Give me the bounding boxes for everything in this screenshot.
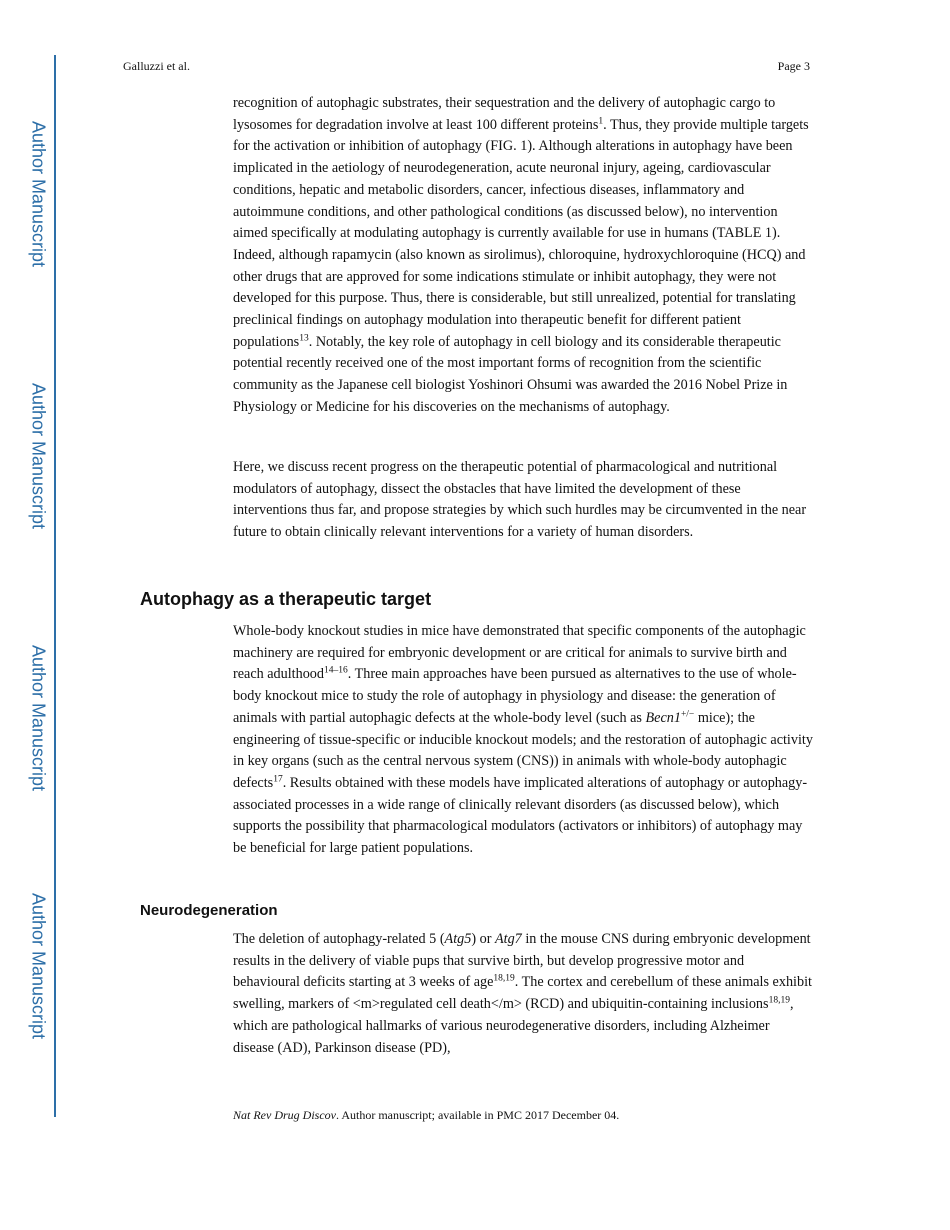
citation: 18,19 bbox=[768, 995, 790, 1006]
body-paragraph: The deletion of autophagy-related 5 (Atg5) or Atg7 in the mouse CNS during embryonic development results in the delivery of viable pups that survive birth, but develop progressive motor and behavioural deficits starting at 3 weeks of age$^{18,19}$. The cortex and cerebellum of these animals exhibit swelling, markers of <m>regulated cell death</m> (RCD) and ubiquitin-containing inclusions$^{18,19}$, which are pathological hallmarks of various neurodegenerative disorders, including Alzheimer disease (AD), Parkinson disease (PD), bbox=[233, 931, 812, 1056]
citation: 17 bbox=[273, 774, 283, 785]
gene-name: Becn1 bbox=[645, 709, 681, 726]
body-paragraph: recognition of autophagic substrates, their sequestration and the delivery of autophagic cargo to lysosomes for degradation involve at least 100 different proteins$^1$. Thus, they provide multiple targets for the activation or inhibition of autophagy (FIG. 1). Although alterations in autophagy have been implicated in the aetiology of neurodegeneration, acute neuronal injury, ageing, cardiovascular conditions, hepatic and metabolic disorders, cancer, infectious diseases, inflammatory and autoimmune conditions, and other pathological conditions (as discussed below), no intervention aimed specifically at modulating autophagy is currently available for use in humans (TABLE 1). Indeed, although rapamycin (also known as sirolimus), chloroquine, hydroxychloroquine (HCQ) and other drugs that are approved for some indications stimulate or inhibit autophagy, they were not developed for this purpose. Thus, there is considerable, but still unrealized, potential for translating preclinical findings on autophagy modulation into therapeutic benefit for different patient populations$^{13}$. Notably, the key role of autophagy in cell biology and its considerable therapeutic potential recently received one of the most important forms of recognition from the scientific community as the Japanese cell biologist Yoshinori Ohsumi was awarded the 2016 Nobel Prize in Physiology or Medicine for his discoveries on the mechanisms of autophagy. bbox=[233, 95, 809, 415]
author-manuscript-text: Author Manuscript bbox=[28, 382, 49, 530]
sidebar-rule bbox=[54, 55, 56, 1117]
journal-name: Nat Rev Drug Discov bbox=[233, 1108, 336, 1122]
footer-citation: Nat Rev Drug Discov. Author manuscript; available in PMC 2017 December 04. bbox=[233, 1108, 620, 1122]
citation: 13 bbox=[299, 333, 309, 343]
citation: 14–16 bbox=[324, 665, 348, 676]
gene-name: Atg7 bbox=[494, 931, 522, 947]
author-manuscript-text: Author Manuscript bbox=[28, 644, 49, 792]
genotype-superscript: +/− bbox=[680, 709, 695, 720]
running-head-authors: Galluzzi et al. bbox=[123, 59, 190, 73]
citation: 18,19 bbox=[493, 973, 515, 984]
subsection-heading: Neurodegeneration bbox=[140, 902, 278, 919]
author-manuscript-text: Author Manuscript bbox=[28, 120, 49, 268]
gene-name: Atg5 bbox=[444, 931, 472, 947]
section-heading: Autophagy as a therapeutic target bbox=[140, 589, 432, 609]
citation: 1 bbox=[598, 115, 604, 126]
page-number: Page 3 bbox=[777, 59, 810, 73]
body-paragraph: Whole-body knockout studies in mice have demonstrated that specific components of the autophagic machinery are required for embryonic development or are critical for animals to survive birth and reach adulthood$^{14-16}$. Three main approaches have been pursued as alternatives to the use of whole-body knockout mice to study the role of autophagy in physiology and disease: the generation of animals with partial autophagic defects at the whole-body level (such as Becn1+/− mice); the engineering of tissue-specific or inducible knockout models; and the restoration of autophagic activity in key organs (such as the central nervous system (CNS)) in animals with whole-body autophagic defects$^{17}$. Results obtained with these models have implicated alterations of autophagy or autophagy-associated processes in a wide range of clinically relevant disorders (as discussed below), which supports the possibility that pharmacological modulators (activators or inhibitors) of autophagy may be beneficial for large patient populations. bbox=[233, 623, 813, 857]
body-paragraph: Here, we discuss recent progress on the therapeutic potential of pharmacological and nutritional modulators of autophagy, dissect the obstacles that have limited the development of these interventions thus far, and propose strategies by which such hurdles may be circumvented in the near future to obtain clinically relevant interventions for a variety of human disorders. bbox=[233, 459, 807, 541]
author-manuscript-text: Author Manuscript bbox=[28, 892, 49, 1040]
